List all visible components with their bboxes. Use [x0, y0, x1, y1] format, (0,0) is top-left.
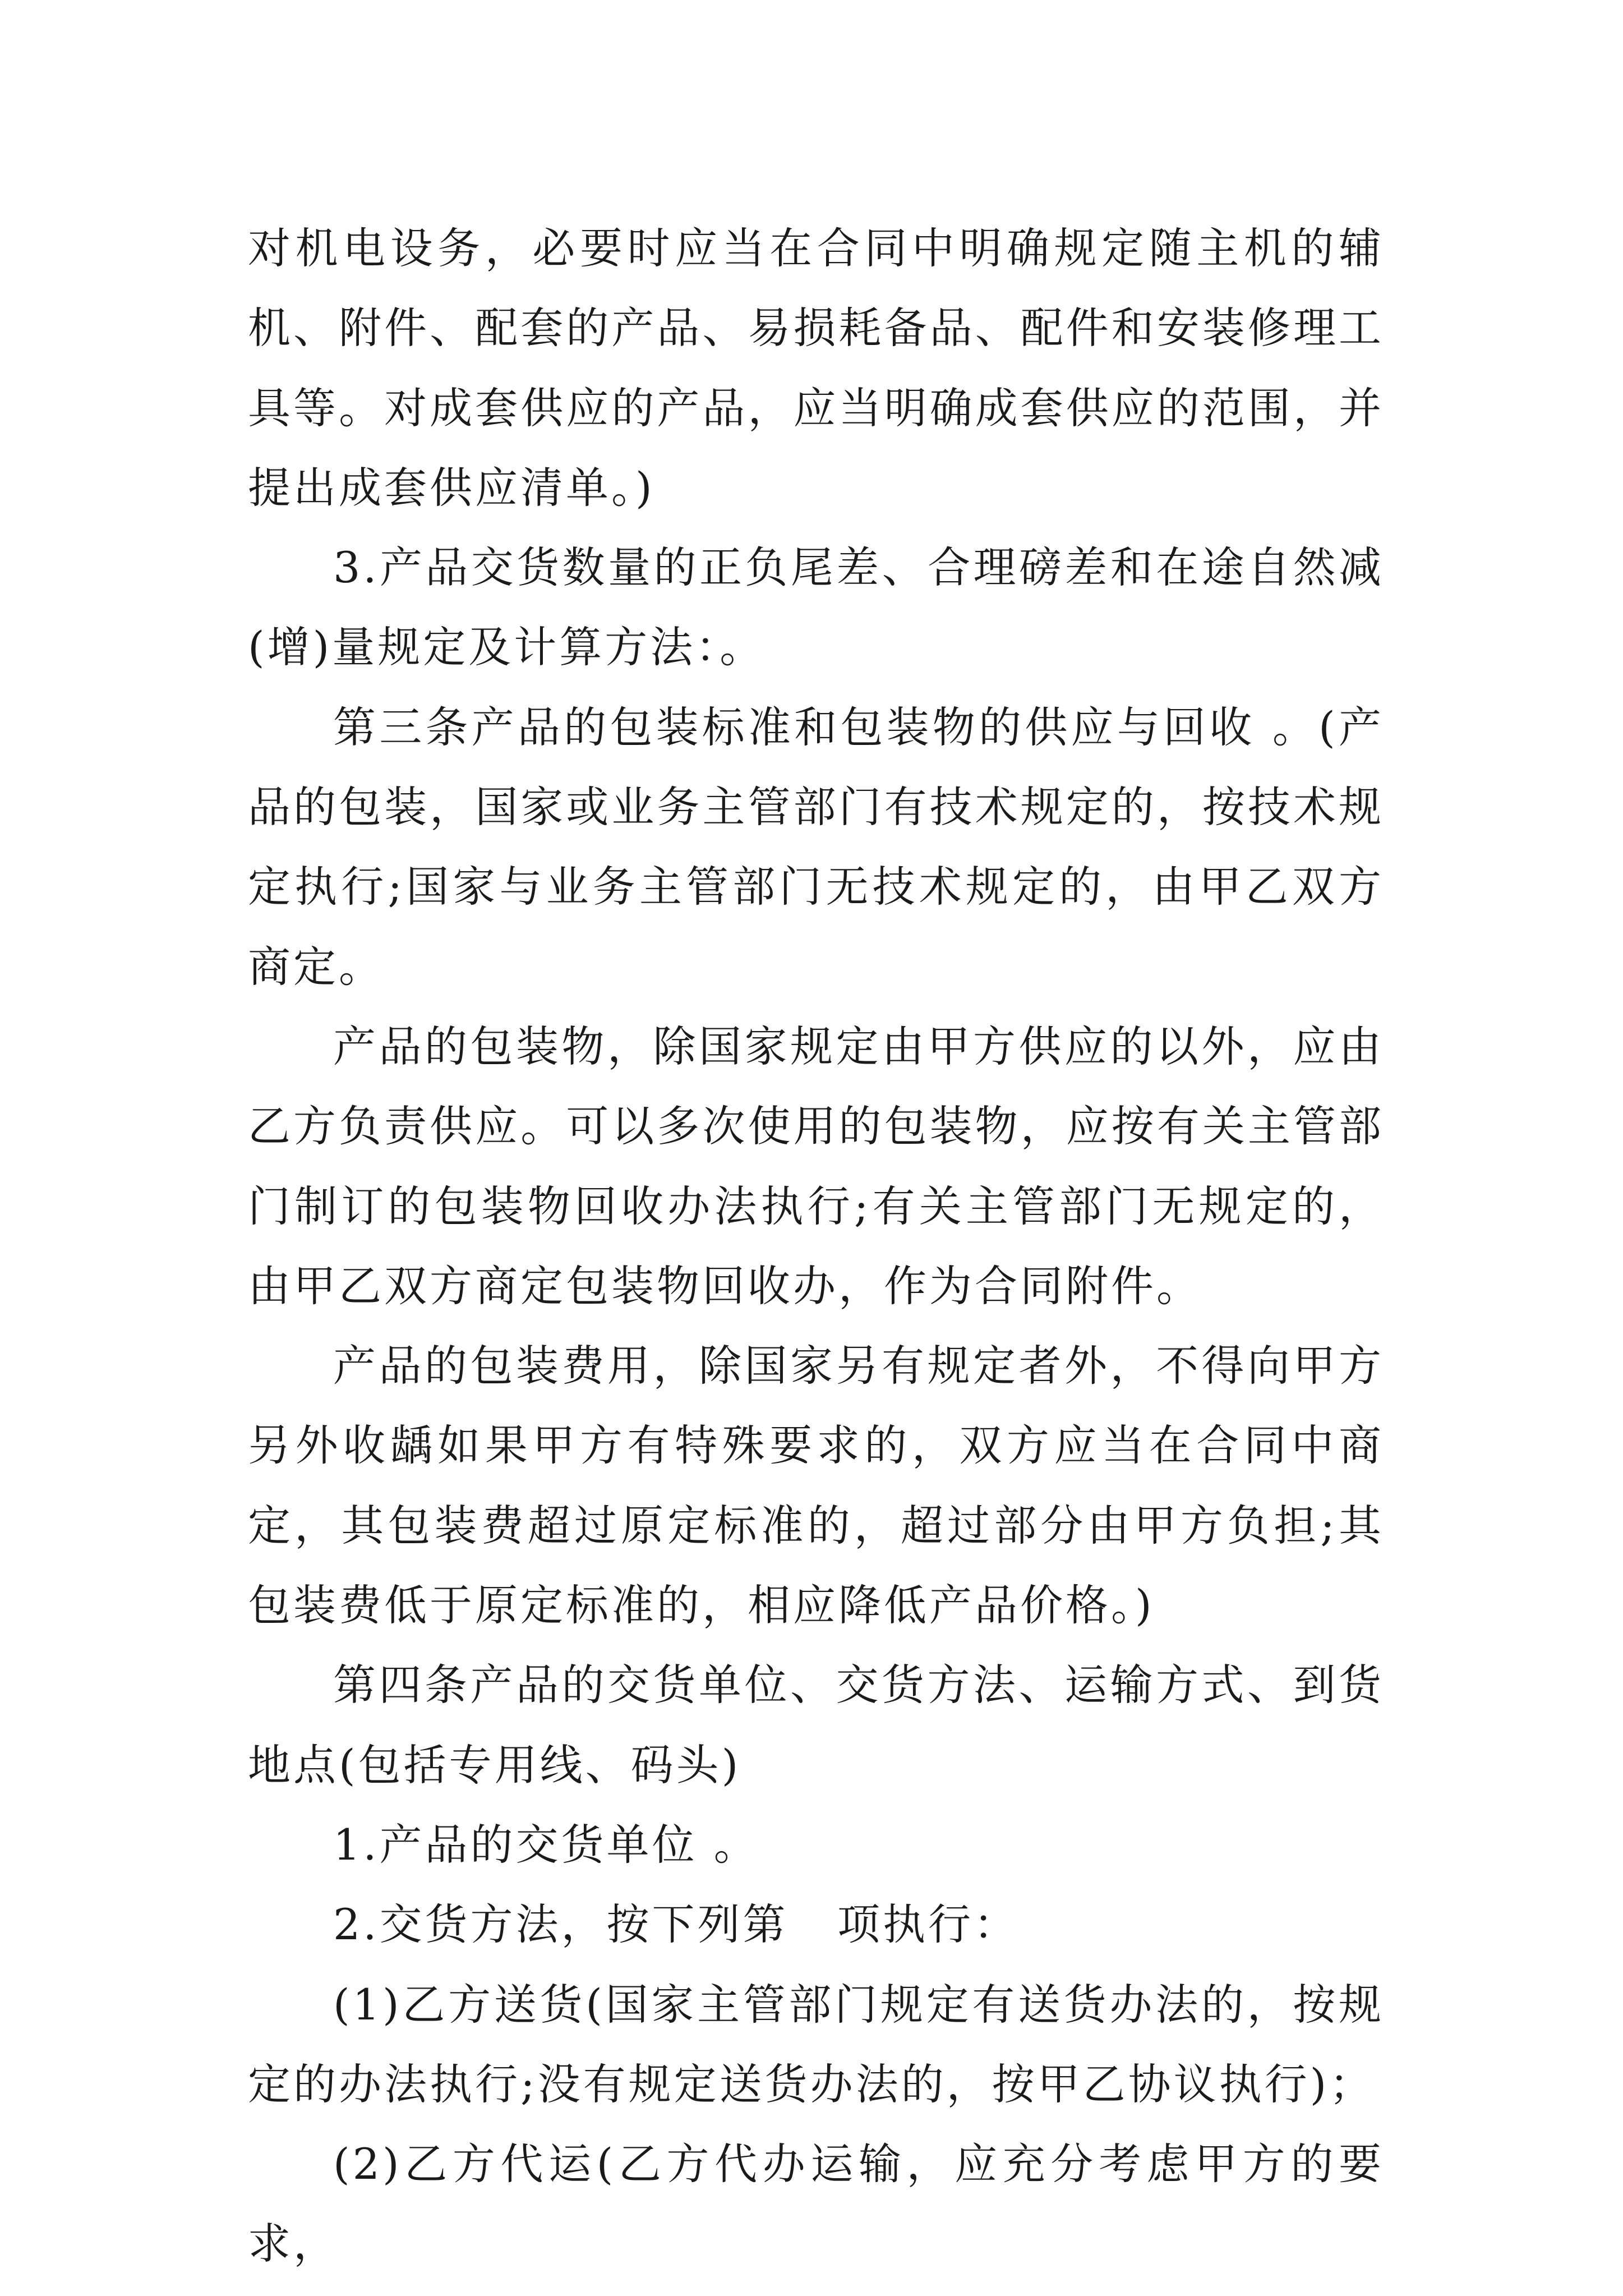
paragraph-7: 1.产品的交货单位 。 — [333, 1819, 759, 1870]
paragraph-9: (1)乙方送货(国家主管部门规定有送货办法的，按规定的办法执行;没有规定送货办法的，按甲乙协议执行)； — [248, 1979, 1384, 2109]
paragraph-1: 对机电设务，必要时应当在合同中明确规定随主机的辅机、附件、配套的产品、易损耗备品、配件和安装修理工具等。对成套供应的产品，应当明确成套供应的范围，并提出成套供应清单。) — [248, 223, 1384, 513]
paragraph-3: 第三条产品的包装标准和包装物的供应与回收 。(产品的包装，国家或业务主管部门有技术规定的，按技术规定执行;国家与业务主管部门无技术规定的，由甲乙双方商定。 — [248, 702, 1384, 992]
paragraph-5: 产品的包装费用，除国家另有规定者外，不得向甲方另外收龋如果甲方有特殊要求的，双方应当在合同中商定，其包装费超过原定标准的，超过部分由甲方负担;其包装费低于原定标准的，相应降低产品价格。) — [248, 1341, 1384, 1631]
document-body — [248, 209, 1384, 2284]
paragraph-2: 3.产品交货数量的正负尾差、合理磅差和在途自然减(增)量规定及计算方法：。 — [248, 542, 1384, 673]
paragraph-6: 第四条产品的交货单位、交货方法、运输方式、到货地点(包括专用线、码头) — [248, 1660, 1384, 1790]
paragraph-10: (2)乙方代运(乙方代办运输，应充分考虑甲方的要求， — [248, 2139, 1384, 2269]
paragraph-8: 2.交货方法，按下列第 项执行： — [333, 1899, 1019, 1950]
paragraph-4: 产品的包装物，除国家规定由甲方供应的以外，应由乙方负责供应。可以多次使用的包装物，应按有关主管部门制订的包装物回收办法执行;有关主管部门无规定的，由甲乙双方商定包装物回收办，作为合同附件。 — [248, 1021, 1384, 1311]
